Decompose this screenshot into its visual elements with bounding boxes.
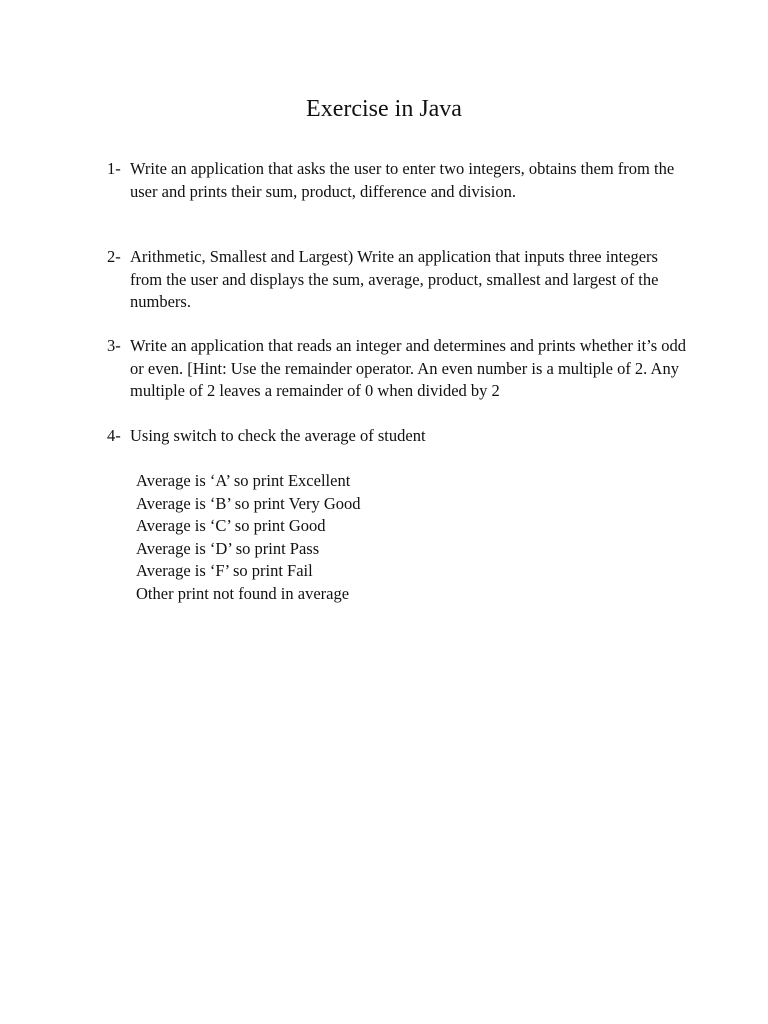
exercise-text: Write an application that asks the user to enter two integers, obtains them from the user and prints their sum, product, difference and division. [130, 159, 675, 201]
exercise-text: Arithmetic, Smallest and Largest) Write an application that inputs three integers from the user and displays the sum, average, product, smallest and largest of the numbers. [130, 247, 659, 311]
average-case-c: Average is ‘C’ so print Good [136, 516, 326, 535]
average-case-list [136, 470, 361, 605]
page-title: Exercise in Java [306, 96, 462, 122]
average-case-f: Average is ‘F’ so print Fail [136, 561, 313, 580]
exercise-item-1 [107, 158, 687, 203]
average-case-other: Other print not found in average [136, 583, 350, 603]
exercise-item-4 [107, 425, 687, 448]
exercise-item-2 [107, 246, 687, 314]
average-case-b: Average is ‘B’ so print Very Good [136, 493, 361, 513]
exercise-number: 1- [107, 159, 121, 178]
average-case-a: Average is ‘A’ so print Excellent [136, 471, 351, 490]
exercise-item-3 [107, 335, 687, 403]
exercise-number: 3- [107, 336, 121, 355]
exercise-text: Using switch to check the average of student [130, 426, 426, 445]
average-case-d: Average is ‘D’ so print Pass [136, 538, 320, 558]
exercise-text: Write an application that reads an integer and determines and prints whether it’s odd or even. [Hint: Use the remainder operator. An even number is a multiple of 2. Any multiple of 2 leaves a remainder of 0 when divided by 2 [130, 336, 687, 400]
exercise-number: 2- [107, 247, 121, 266]
exercise-number: 4- [107, 426, 121, 445]
